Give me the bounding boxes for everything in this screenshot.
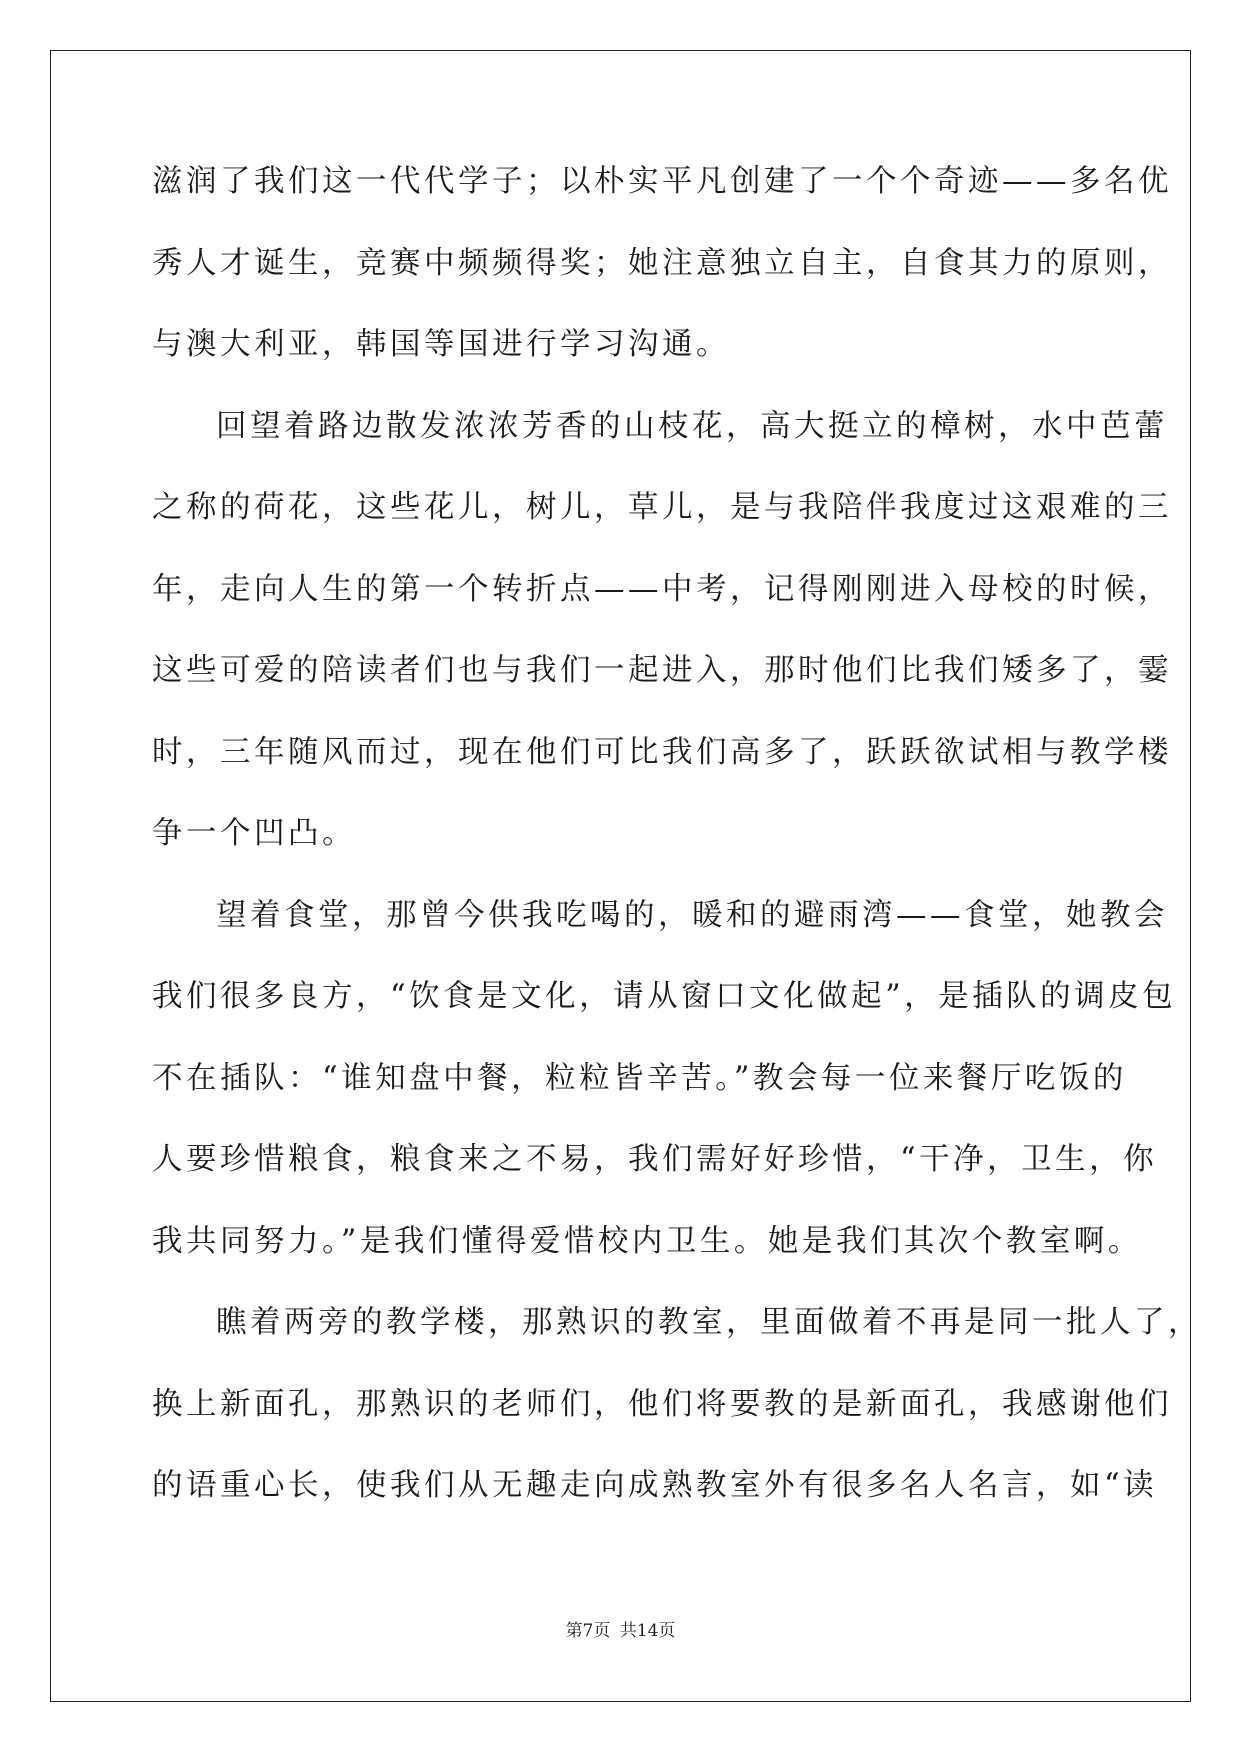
document-body: [152, 162, 1202, 1548]
text-line: 的语重心长，使我们从无趣走向成熟教室外有很多名人名言，如“读: [152, 1468, 1158, 1503]
page-number: 第7页: [565, 1621, 611, 1641]
text-line: 不在插队：“谁知盘中餐，粒粒皆辛苦。”教会每一位来餐厅吃饭的: [152, 1060, 1127, 1096]
paragraph-start-line: 望着食堂，那曾今供我吃喝的，暖和的避雨湾——食堂，她教会: [216, 897, 1168, 933]
text-line: 换上新面孔，那熟识的老师们，他们将要教的是新面孔，我感谢他们: [152, 1386, 1172, 1422]
text-line: 与澳大利亚，韩国等国进行学习沟通。: [152, 327, 730, 362]
text-line: 我共同努力。”是我们懂得爱惜校内卫生。她是我们其次个教室啊。: [152, 1223, 1142, 1259]
total-pages: 共14页: [619, 1621, 676, 1641]
text-line: 年，走向人生的第一个转折点——中考，记得刚刚进入母校的时候，: [152, 571, 1172, 607]
text-line: 之称的荷花，这些花儿，树儿，草儿，是与我陪伴我度过这艰难的三: [152, 490, 1172, 525]
text-line: 时，三年随风而过，现在他们可比我们高多了，跃跃欲试相与教学楼: [152, 734, 1172, 770]
page-footer: [0, 1616, 1241, 1641]
text-line: 人要珍惜粮食，粮食来之不易，我们需好好珍惜，“干净，卫生，你: [152, 1142, 1158, 1177]
text-line: 争一个凹凸。: [152, 816, 356, 851]
paragraph-start-line: 回望着路边散发浓浓芳香的山枝花，高大挺立的樟树，水中芭蕾: [216, 408, 1168, 444]
text-line: 秀人才诞生，竞赛中频频得奖；她注意独立自主，自食其力的原则，: [152, 245, 1172, 281]
text-line: 滋润了我们这一代代学子；以朴实平凡创建了一个个奇迹——多名优: [152, 164, 1172, 199]
text-line: 这些可爱的陪读者们也与我们一起进入，那时他们比我们矮多了，霎: [152, 653, 1172, 688]
text-line: 我们很多良方，“饮食是文化，请从窗口文化做起”，是插队的调皮包: [152, 979, 1177, 1014]
paragraph-start-line: 瞧着两旁的教学楼，那熟识的教室，里面做着不再是同一批人了，: [216, 1305, 1202, 1340]
